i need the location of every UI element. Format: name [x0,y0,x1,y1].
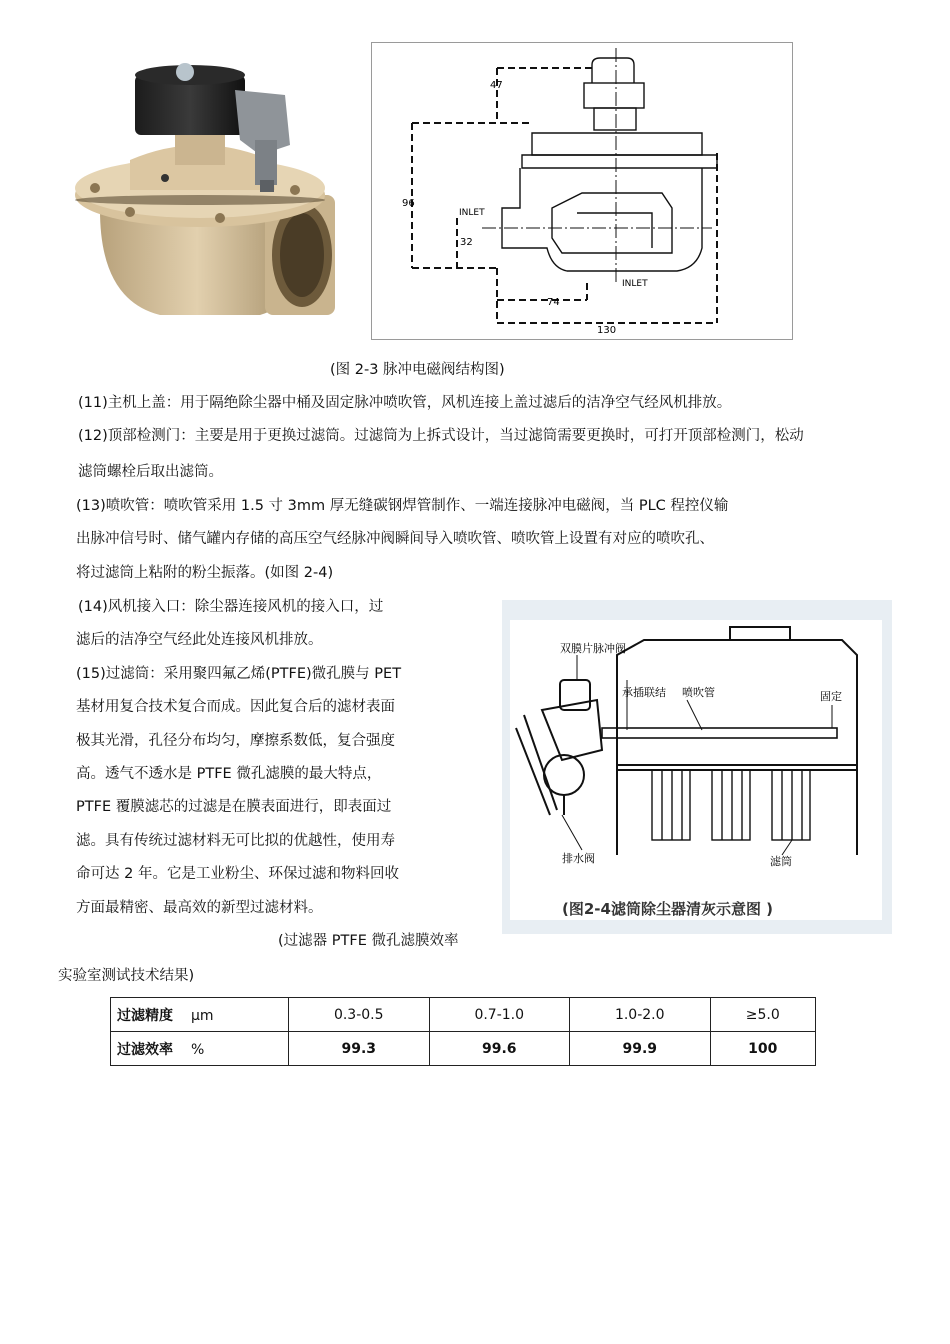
label-socket-joint: 承插联结 [622,686,666,699]
paragraph-15-line5: PTFE 覆膜滤芯的过滤是在膜表面进行，即表面过 [76,799,392,815]
paragraph-13-line3: 将过滤筒上粘附的粉尘振落。(如图 2-4) [76,565,334,581]
table-cell: 99.3 [289,1032,430,1066]
table-cell: 0.7-1.0 [429,998,570,1032]
table-caption-line2: 实验室测试技术结果) [58,968,195,984]
row-header-efficiency: 过滤效率 % [111,1032,289,1066]
paragraph-13-line1: (13)喷吹管：喷吹管采用 1.5 寸 3mm 厚无缝碳钢焊管制作、一端连接脉冲电磁阀，当 PLC 程控仪输 [76,498,729,514]
paragraph-15-line4: 高。透气不透水是 PTFE 微孔滤膜的最大特点， [76,766,382,782]
table-cell: 100 [710,1032,816,1066]
paragraph-15-line7: 命可达 2 年。它是工业粉尘、环保过滤和物料回收 [76,866,399,882]
table-cell: 99.6 [429,1032,570,1066]
dim-47: 47 [490,80,503,91]
dust-collector-cleaning-diagram [502,600,892,934]
paragraph-13-line2: 出脉冲信号时、储气罐内存储的高压空气经脉冲阀瞬间导入喷吹管、喷吹管上设置有对应的喷吹孔、 [76,531,714,547]
filtration-results-table [110,997,816,1066]
table-row-efficiency [111,1032,816,1066]
table-cell: ≥5.0 [710,998,816,1032]
paragraph-15-line2: 基材用复合技术复合而成。因此复合后的滤材表面 [76,699,395,715]
paragraph-15-line3: 极其光滑，孔径分布均匀，摩擦系数低，复合强度 [76,733,395,749]
table-cell: 1.0-2.0 [570,998,711,1032]
row-header-precision: 过滤精度 μm [111,998,289,1032]
label-double-diaphragm-valve: 双膜片脉冲阀 [560,642,626,655]
figure-2-3-caption: (图 2-3 脉冲电磁阀结构图) [330,362,505,378]
dim-96: 96 [402,198,415,209]
valve-dimension-drawing [371,42,793,340]
table-row-precision [111,998,816,1032]
dim-130: 130 [597,325,617,336]
label-filter-cartridge: 滤筒 [770,855,792,868]
label-fixed: 固定 [820,690,842,703]
table-cell: 99.9 [570,1032,711,1066]
paragraph-12-line2: 滤筒螺栓后取出滤筒。 [78,464,223,480]
label-drain-valve: 排水阀 [562,852,595,865]
table-cell: 0.3-0.5 [289,998,430,1032]
paragraph-15-line8: 方面最精密、最高效的新型过滤材料。 [76,900,323,916]
pulse-valve-photo [70,50,340,340]
dim-32: 32 [460,237,473,248]
paragraph-15-line1: (15)过滤筒：采用聚四氟乙烯(PTFE)微孔膜与 PET [76,666,402,682]
paragraph-11: (11)主机上盖：用于隔绝除尘器中桶及固定脉冲喷吹管，风机连接上盖过滤后的洁净空气经风机排放。 [78,395,732,411]
paragraph-12-line1: (12)顶部检测门：主要是用于更换过滤筒。过滤筒为上拆式设计，当过滤筒需要更换时，可打开顶部检测门，松动 [78,428,804,444]
figure-2-4-caption: (图2-4滤筒除尘器清灰示意图 ) [562,900,774,918]
label-inlet-bottom: INLET [622,279,648,289]
label-blowpipe: 喷吹管 [682,686,715,699]
paragraph-14-line2: 滤后的洁净空气经此处连接风机排放。 [76,632,323,648]
dim-74: 74 [547,297,560,308]
label-inlet-side: INLET [459,208,485,218]
paragraph-15-line6: 滤。具有传统过滤材料无可比拟的优越性，使用寿 [76,833,395,849]
paragraph-14-line1: (14)风机接入口：除尘器连接风机的接入口，过 [78,599,384,615]
table-caption-line1: (过滤器 PTFE 微孔滤膜效率 [278,933,459,949]
